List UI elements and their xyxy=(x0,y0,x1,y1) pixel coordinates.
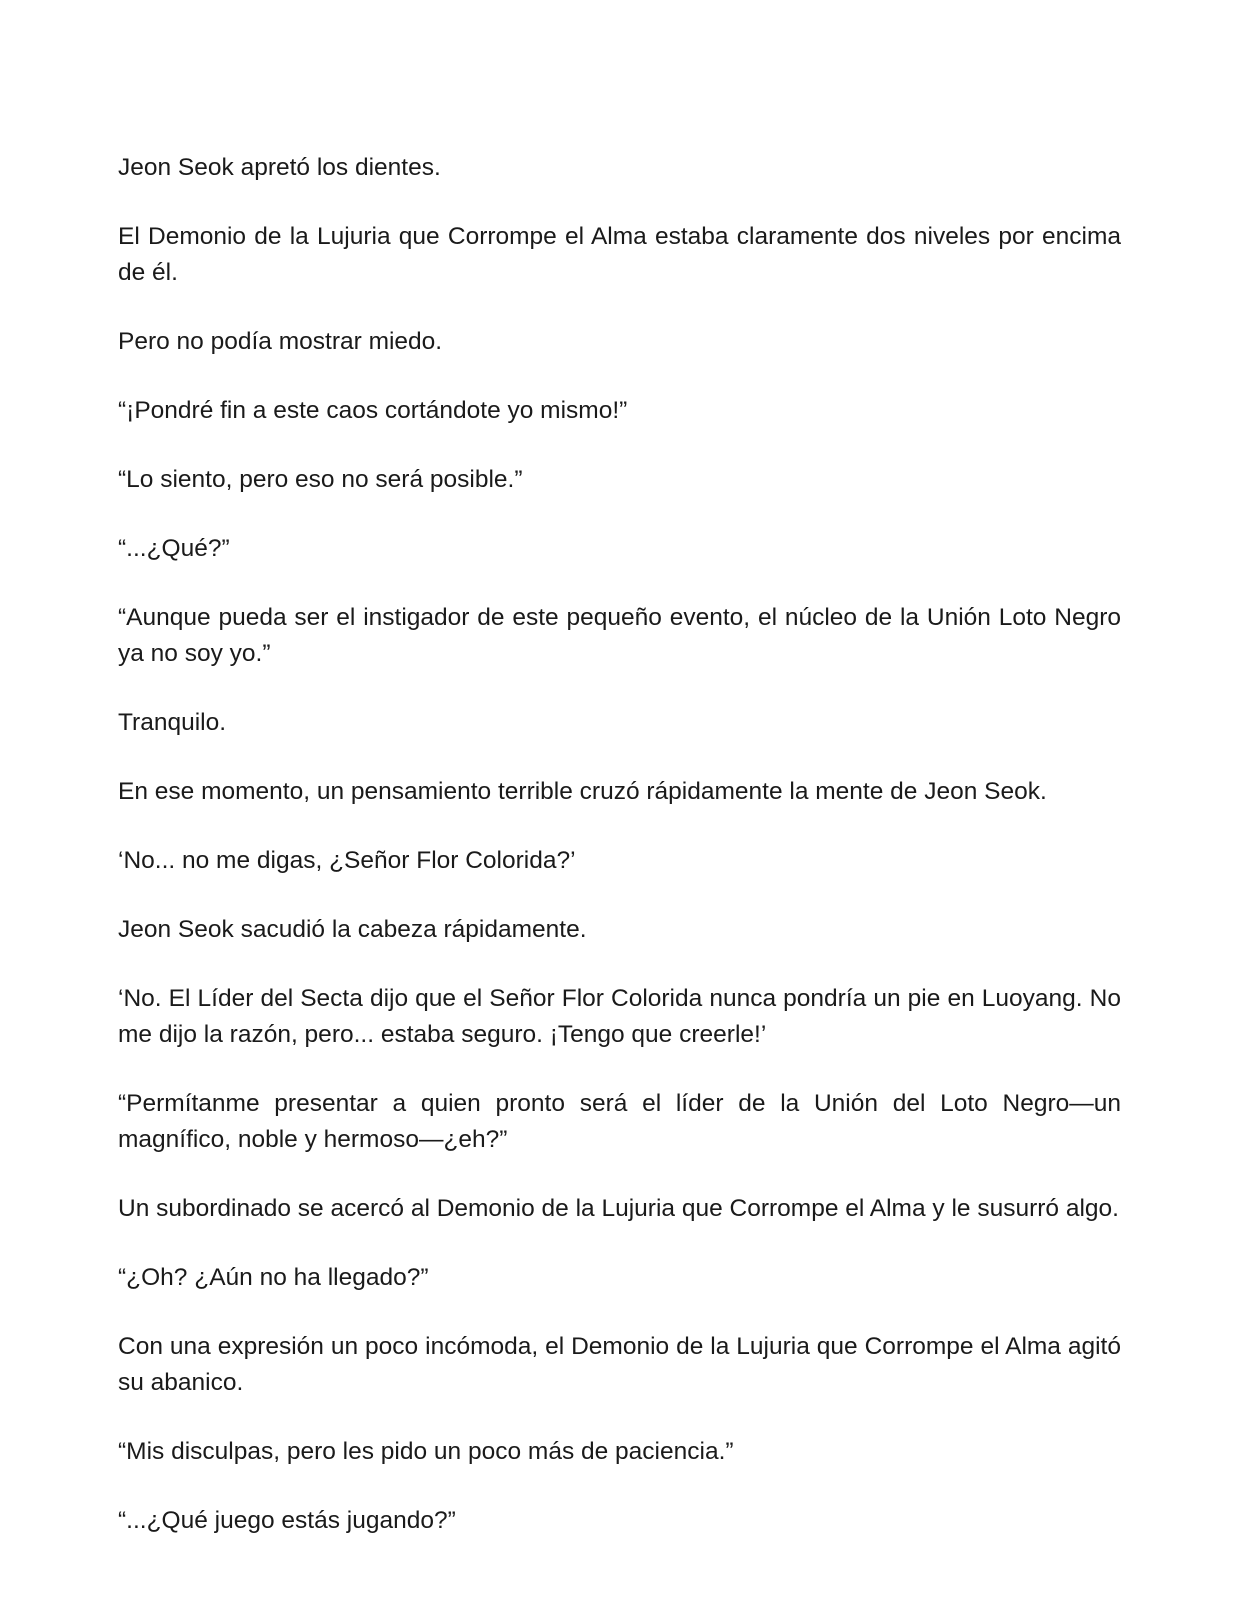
paragraph: En ese momento, un pensamiento terrible cruzó rápidamente la mente de Jeon Seok. xyxy=(118,778,1047,805)
paragraph: Un subordinado se acercó al Demonio de la Lujuria que Corrompe el Alma y le susurró algo. xyxy=(118,1195,1119,1222)
paragraph: “...¿Qué juego estás jugando?” xyxy=(118,1507,456,1534)
document-body xyxy=(118,150,1121,1572)
paragraph: Con una expresión un poco incómoda, el Demonio de la Lujuria que Corrompe el Alma agitó su abanico. xyxy=(118,1333,1121,1396)
paragraph: “Lo siento, pero eso no será posible.” xyxy=(118,466,523,493)
paragraph: “Permítanme presentar a quien pronto será el líder de la Unión del Loto Negro—un magnífico, noble y hermoso—¿eh?” xyxy=(118,1090,1121,1153)
paragraph: ‘No. El Líder del Secta dijo que el Señor Flor Colorida nunca pondría un pie en Luoyang. No me dijo la razón, pero... estaba seguro. ¡Tengo que creerle!’ xyxy=(118,985,1121,1048)
paragraph: “Aunque pueda ser el instigador de este pequeño evento, el núcleo de la Unión Loto Negro ya no soy yo.” xyxy=(118,604,1121,667)
paragraph: Pero no podía mostrar miedo. xyxy=(118,328,443,355)
paragraph: El Demonio de la Lujuria que Corrompe el Alma estaba claramente dos niveles por encima de él. xyxy=(118,223,1121,286)
paragraph: Jeon Seok sacudió la cabeza rápidamente. xyxy=(118,916,587,943)
paragraph: Jeon Seok apretó los dientes. xyxy=(118,154,441,181)
paragraph: “¡Pondré fin a este caos cortándote yo mismo!” xyxy=(118,397,628,424)
paragraph: ‘No... no me digas, ¿Señor Flor Colorida?’ xyxy=(118,847,576,874)
paragraph: “¿Oh? ¿Aún no ha llegado?” xyxy=(118,1264,429,1291)
paragraph: “...¿Qué?” xyxy=(118,535,230,562)
paragraph: “Mis disculpas, pero les pido un poco más de paciencia.” xyxy=(118,1438,734,1465)
paragraph: Tranquilo. xyxy=(118,709,227,736)
